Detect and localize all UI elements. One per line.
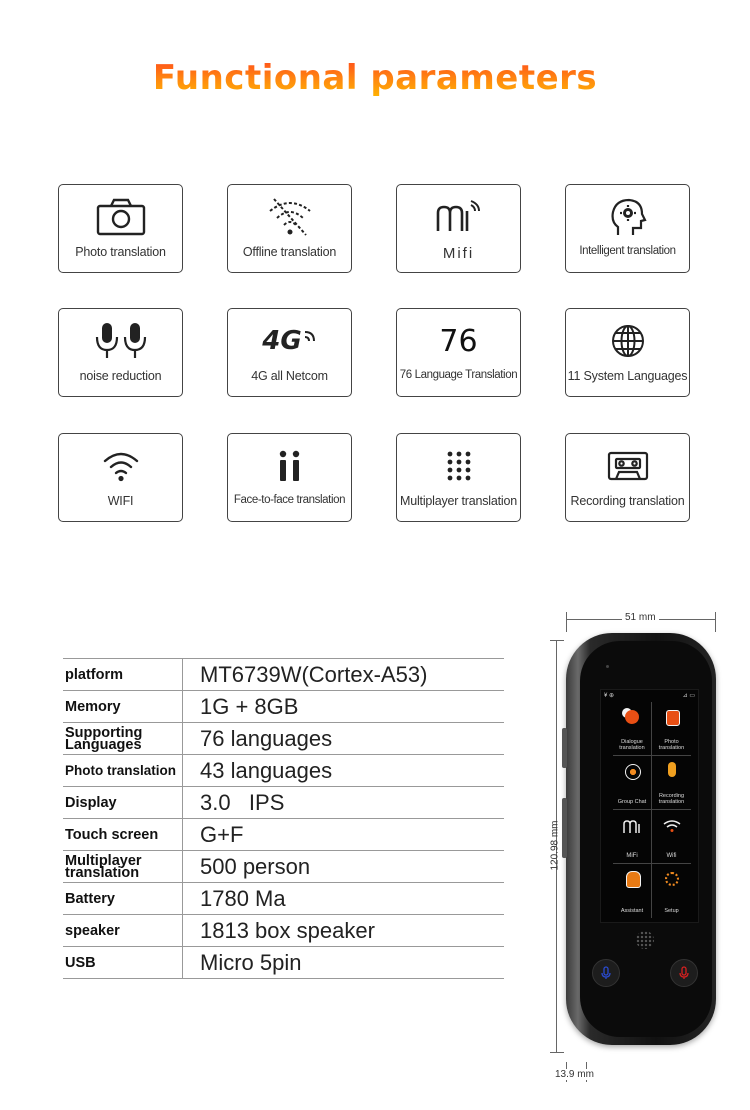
feature-label: Photo translation	[75, 245, 166, 259]
wifi-icon	[59, 446, 182, 486]
spec-key: Display	[65, 794, 117, 811]
spec-value: G+F	[200, 821, 244, 847]
app-label: Assistant	[620, 908, 644, 914]
spec-value: 76 languages	[200, 725, 333, 751]
spec-key: Memory	[65, 698, 121, 715]
group-chat-icon	[625, 764, 641, 780]
face-to-face-icon	[228, 446, 351, 486]
feature-card-noise-reduction	[58, 308, 183, 397]
app-label: Wifi	[666, 853, 677, 859]
spec-key: speaker	[65, 922, 120, 939]
app-assistant[interactable]	[613, 864, 652, 918]
dual-microphone-icon	[59, 321, 182, 361]
feature-card-offline-translation	[227, 184, 352, 273]
feature-label: Recording translation	[570, 494, 685, 508]
spec-row-memory	[63, 691, 504, 723]
feature-card-4g	[227, 308, 352, 397]
app-recording-translation[interactable]	[652, 756, 691, 810]
keypad-icon	[397, 446, 520, 486]
spec-value: 500 person	[200, 853, 311, 879]
feature-label: 76 Language Translation	[399, 369, 518, 381]
feature-card-wifi	[58, 433, 183, 522]
spec-row-speaker	[63, 915, 504, 947]
spec-row-usb	[63, 947, 504, 979]
wifi-icon	[663, 819, 681, 833]
feature-card-intelligent-translation	[565, 184, 690, 273]
spec-row-multiplayer	[63, 851, 504, 883]
feature-card-76-languages	[396, 308, 521, 397]
feature-card-face-to-face	[227, 433, 352, 522]
dialogue-icon	[625, 710, 639, 724]
spec-row-languages	[63, 723, 504, 755]
height-label: 120.98 mm	[549, 820, 561, 871]
spec-key: Battery	[65, 890, 115, 907]
app-photo-translation[interactable]	[652, 702, 691, 756]
mic-button-right[interactable]	[670, 959, 698, 987]
spec-value: 1780 Ma	[200, 885, 286, 911]
feature-card-multiplayer	[396, 433, 521, 522]
spec-value: Micro 5pin	[200, 949, 302, 975]
feature-card-system-languages	[565, 308, 690, 397]
speaker-grille	[636, 931, 654, 949]
spec-value: 1813 box speaker	[200, 917, 375, 943]
4g-icon: 4G	[228, 321, 351, 361]
spec-value: 43 languages	[200, 757, 333, 783]
app-dialogue-translation[interactable]	[613, 702, 652, 756]
spec-key: Multiplayer translation	[65, 852, 142, 881]
feature-label: Intelligent translation	[579, 245, 676, 257]
feature-label: 11 System Languages	[567, 369, 688, 383]
feature-label: Mifi	[442, 245, 475, 262]
spec-key: Photo translation	[65, 762, 176, 778]
settings-icon	[665, 872, 679, 886]
spec-row-photo-translation	[63, 755, 504, 787]
spec-value: 1G + 8GB	[200, 693, 299, 719]
app-label: Photo translation	[658, 739, 685, 751]
app-wifi[interactable]	[652, 810, 691, 864]
app-setup[interactable]	[652, 864, 691, 918]
spec-key: Supporting Languages	[65, 724, 143, 753]
app-label: MiFi	[626, 853, 638, 859]
number-icon: 76	[439, 323, 478, 359]
mic-button-left[interactable]	[592, 959, 620, 987]
feature-label: WIFI	[107, 494, 134, 508]
photo-icon	[666, 710, 680, 726]
assistant-icon	[626, 871, 641, 888]
camera-icon	[59, 197, 182, 237]
app-mifi[interactable]	[613, 810, 652, 864]
page-title: Functional parameters	[0, 58, 750, 98]
feature-label: noise reduction	[79, 369, 162, 383]
feature-card-mifi	[396, 184, 521, 273]
app-label: Recording translation	[658, 793, 685, 805]
recording-icon	[668, 762, 676, 777]
translator-device	[566, 633, 716, 1045]
microphone-icon	[679, 966, 689, 980]
width-label: 51 mm	[622, 612, 659, 623]
feature-label: Multiplayer translation	[400, 494, 517, 508]
spec-row-platform	[63, 658, 504, 691]
globe-icon	[566, 321, 689, 361]
spec-value: 3.0 IPS	[200, 789, 285, 815]
device-front	[580, 641, 712, 1037]
feature-label: Face-to-face translation	[233, 494, 346, 506]
spec-row-display	[63, 787, 504, 819]
app-label: Setup	[664, 908, 679, 914]
app-label: Dialogue translation	[619, 739, 645, 751]
feature-card-recording	[565, 433, 690, 522]
spec-key: platform	[65, 666, 123, 683]
status-bar-right: ⊿ ▭	[682, 693, 695, 699]
spec-key: Touch screen	[65, 826, 159, 843]
feature-card-photo-translation	[58, 184, 183, 273]
status-bar-left: ¥ ⊕	[604, 693, 615, 699]
spec-value: MT6739W(Cortex-A53)	[200, 661, 428, 687]
ai-head-icon	[566, 197, 689, 237]
mifi-icon	[622, 818, 644, 834]
wifi-off-icon	[228, 197, 351, 237]
spec-row-touch-screen	[63, 819, 504, 851]
spec-table	[63, 658, 504, 979]
app-label: Group Chat	[617, 799, 647, 805]
mifi-icon	[397, 197, 520, 237]
feature-label: Offline translation	[242, 245, 337, 259]
spec-key: USB	[65, 954, 96, 971]
feature-label: 4G all Netcom	[251, 369, 328, 383]
app-group-chat[interactable]	[613, 756, 652, 810]
cassette-icon	[566, 446, 689, 486]
microphone-icon	[601, 966, 611, 980]
depth-label: 13.9 mm	[555, 1069, 594, 1080]
spec-row-battery	[63, 883, 504, 915]
device-screen	[600, 689, 699, 923]
